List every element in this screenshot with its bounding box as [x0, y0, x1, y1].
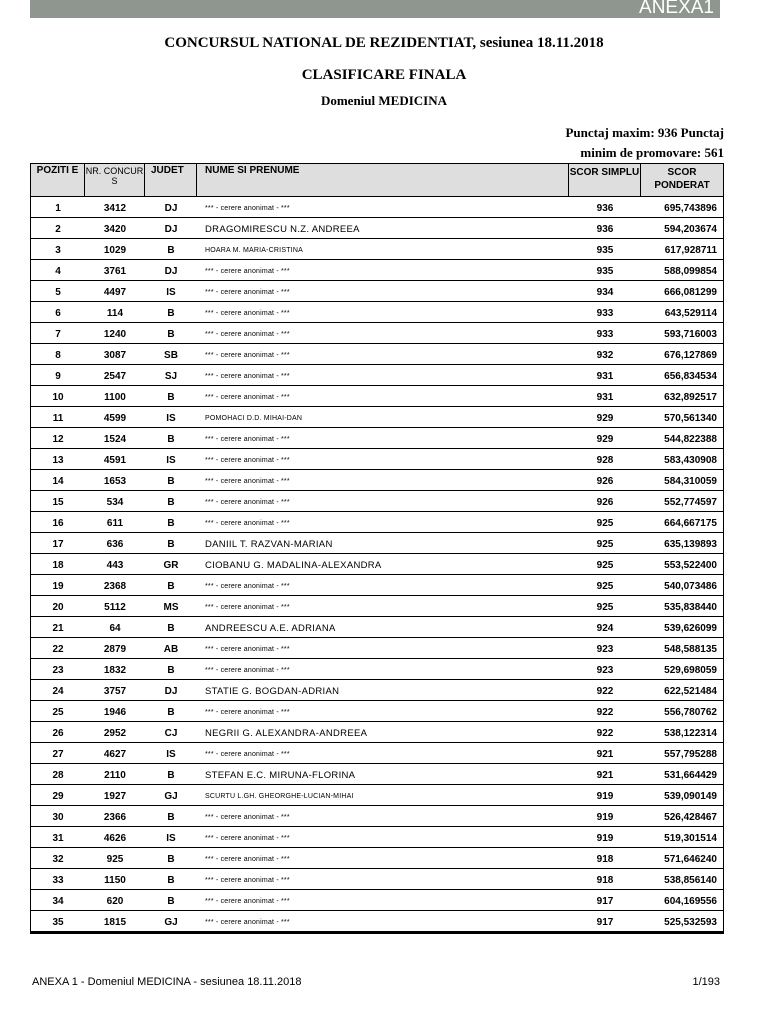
cell-scor-simplu: 926: [596, 497, 614, 508]
cell-nr-concurs: 443: [106, 560, 124, 571]
cell-pozitie: 8: [55, 350, 61, 361]
cell-scor-simplu: 935: [596, 245, 614, 256]
cell-nr-concurs: 636: [106, 539, 124, 550]
table-row: [31, 764, 723, 785]
cell-nume: *** - cerere anonimat - ***: [205, 856, 290, 863]
table-row: [31, 239, 723, 260]
cell-scor-simplu: 933: [596, 308, 614, 319]
cell-nume: *** - cerere anonimat - ***: [205, 646, 290, 653]
cell-nr-concurs: 3087: [103, 350, 127, 361]
header-scor-ponderat: SCOR PONDERAT: [654, 167, 710, 191]
cell-scor-simplu: 935: [596, 266, 614, 277]
cell-scor-simplu: 934: [596, 287, 614, 298]
cell-pozitie: 24: [52, 686, 64, 697]
cell-pozitie: 21: [52, 623, 64, 634]
table-row: [31, 386, 723, 407]
cell-pozitie: 7: [55, 329, 61, 340]
cell-judet: B: [167, 896, 175, 907]
cell-judet: B: [167, 770, 175, 781]
table-row: [31, 659, 723, 680]
header-scor-simplu: SCOR SIMPLU: [569, 164, 641, 196]
cell-nr-concurs: 114: [106, 308, 124, 319]
cell-nume: STEFAN E.C. MIRUNA-FLORINA: [205, 770, 356, 781]
cell-pozitie: 35: [52, 917, 64, 928]
cell-nr-concurs: 1946: [103, 707, 127, 718]
cell-scor-ponderat: 594,203674: [664, 224, 717, 235]
cell-scor-ponderat: 531,664429: [664, 770, 717, 781]
cell-scor-ponderat: 584,310059: [664, 476, 717, 487]
cell-nume: *** - cerere anonimat - ***: [205, 667, 290, 674]
table-row: [31, 302, 723, 323]
cell-judet: B: [167, 497, 175, 508]
table-row: [31, 848, 723, 869]
cell-judet: B: [167, 392, 175, 403]
cell-pozitie: 29: [52, 791, 64, 802]
cell-pozitie: 1: [55, 203, 61, 214]
table-row: [31, 869, 723, 890]
cell-scor-simplu: 919: [596, 833, 614, 844]
cell-pozitie: 14: [52, 476, 64, 487]
cell-pozitie: 11: [52, 413, 64, 424]
cell-scor-ponderat: 695,743896: [664, 203, 717, 214]
cell-nr-concurs: 2366: [103, 812, 127, 823]
table-row: [31, 554, 723, 575]
table-row: [31, 365, 723, 386]
cell-scor-ponderat: 676,127869: [664, 350, 717, 361]
cell-pozitie: 27: [52, 749, 64, 760]
cell-judet: GJ: [164, 917, 178, 928]
cell-scor-ponderat: 622,521484: [664, 686, 717, 697]
cell-nr-concurs: 620: [106, 896, 124, 907]
cell-nume: STATIE G. BOGDAN-ADRIAN: [205, 686, 340, 697]
header-judet: JUDET: [145, 164, 197, 196]
cell-nr-concurs: 4591: [103, 455, 127, 466]
cell-scor-simplu: 921: [596, 749, 614, 760]
cell-pozitie: 2: [55, 224, 61, 235]
cell-scor-simplu: 925: [596, 518, 614, 529]
cell-scor-ponderat: 593,716003: [664, 329, 717, 340]
cell-scor-ponderat: 519,301514: [664, 833, 717, 844]
cell-scor-ponderat: 538,122314: [664, 728, 717, 739]
cell-pozitie: 33: [52, 875, 64, 886]
cell-scor-ponderat: 553,522400: [664, 560, 717, 571]
table-row: [31, 281, 723, 302]
cell-scor-simplu: 923: [596, 665, 614, 676]
cell-judet: AB: [163, 644, 179, 655]
cell-nume: *** - cerere anonimat - ***: [205, 520, 290, 527]
table-row: [31, 743, 723, 764]
cell-pozitie: 18: [52, 560, 64, 571]
table-row: [31, 701, 723, 722]
table-row: [31, 428, 723, 449]
cell-judet: MS: [163, 602, 179, 613]
cell-scor-simplu: 936: [596, 224, 614, 235]
cell-nr-concurs: 925: [106, 854, 124, 865]
cell-scor-simplu: 932: [596, 350, 614, 361]
table-row: [31, 197, 723, 218]
cell-scor-simplu: 919: [596, 812, 614, 823]
cell-scor-simplu: 929: [596, 413, 614, 424]
cell-nr-concurs: 2952: [103, 728, 127, 739]
cell-nume: *** - cerere anonimat - ***: [205, 310, 290, 317]
cell-nume: *** - cerere anonimat - ***: [205, 604, 290, 611]
cell-scor-simplu: 918: [596, 875, 614, 886]
cell-scor-simplu: 922: [596, 686, 614, 697]
cell-scor-ponderat: 535,838440: [664, 602, 717, 613]
table-row: [31, 617, 723, 638]
cell-judet: GR: [163, 560, 179, 571]
cell-judet: SB: [164, 350, 178, 361]
table-row: [31, 785, 723, 806]
cell-judet: SJ: [164, 371, 178, 382]
cell-pozitie: 5: [55, 287, 61, 298]
cell-nr-concurs: 534: [106, 497, 124, 508]
cell-nume: DANIIL T. RAZVAN-MARIAN: [205, 539, 333, 550]
cell-nume: *** - cerere anonimat - ***: [205, 268, 290, 275]
table-row: [31, 806, 723, 827]
punctaj-maxim: Punctaj maxim: 936 Punctaj: [565, 125, 724, 140]
cell-judet: B: [167, 581, 175, 592]
cell-nr-concurs: 1150: [104, 875, 126, 886]
cell-scor-simplu: 933: [596, 329, 614, 340]
cell-nr-concurs: 4497: [103, 287, 127, 298]
table-header: [31, 164, 723, 197]
cell-scor-ponderat: 556,780762: [664, 707, 717, 718]
cell-scor-simplu: 925: [596, 602, 614, 613]
cell-judet: B: [167, 518, 175, 529]
cell-nr-concurs: 1815: [103, 917, 127, 928]
cell-scor-ponderat: 540,073486: [664, 581, 717, 592]
table-row: [31, 323, 723, 344]
cell-nr-concurs: 1029: [103, 245, 127, 256]
cell-nume: DRAGOMIRESCU N.Z. ANDREEA: [205, 224, 360, 235]
cell-pozitie: 28: [52, 770, 64, 781]
cell-nume: *** - cerere anonimat - ***: [205, 835, 290, 842]
cell-nume: *** - cerere anonimat - ***: [205, 814, 290, 821]
cell-nume: *** - cerere anonimat - ***: [205, 436, 290, 443]
cell-pozitie: 9: [55, 371, 61, 382]
cell-nr-concurs: 2879: [103, 644, 127, 655]
cell-nr-concurs: 3761: [103, 266, 127, 277]
cell-pozitie: 15: [52, 497, 64, 508]
cell-judet: DJ: [164, 203, 178, 214]
cell-scor-simplu: 925: [596, 560, 614, 571]
cell-nume: *** - cerere anonimat - ***: [205, 709, 290, 716]
cell-scor-simplu: 926: [596, 476, 614, 487]
cell-nume: SCURTU L.GH. GHEORGHE-LUCIAN-MIHAI: [205, 793, 354, 800]
cell-nr-concurs: 1524: [103, 434, 127, 445]
table-row: [31, 911, 723, 932]
cell-nr-concurs: 1927: [103, 791, 127, 802]
cell-nr-concurs: 2547: [103, 371, 127, 382]
cell-scor-simplu: 917: [596, 917, 614, 928]
cell-judet: IS: [166, 287, 176, 298]
cell-judet: B: [167, 707, 175, 718]
cell-scor-ponderat: 617,928711: [664, 245, 717, 256]
cell-nr-concurs: 4599: [103, 413, 127, 424]
cell-pozitie: 10: [52, 392, 64, 403]
cell-nume: *** - cerere anonimat - ***: [205, 352, 290, 359]
table-row: [31, 449, 723, 470]
cell-scor-ponderat: 604,169556: [664, 896, 717, 907]
cell-judet: IS: [166, 455, 176, 466]
cell-nr-concurs: 4627: [103, 749, 127, 760]
cell-nume: *** - cerere anonimat - ***: [205, 331, 290, 338]
cell-nume: *** - cerere anonimat - ***: [205, 898, 290, 905]
cell-scor-simplu: 924: [596, 623, 614, 634]
cell-judet: DJ: [164, 224, 178, 235]
cell-pozitie: 3: [55, 245, 61, 256]
cell-nume: *** - cerere anonimat - ***: [205, 205, 290, 212]
cell-nr-concurs: 4626: [103, 833, 127, 844]
cell-nr-concurs: 1100: [104, 392, 126, 403]
cell-nr-concurs: 64: [109, 623, 121, 634]
cell-pozitie: 16: [52, 518, 64, 529]
cell-judet: B: [167, 539, 175, 550]
cell-pozitie: 26: [52, 728, 64, 739]
cell-pozitie: 12: [52, 434, 64, 445]
table-row: [31, 218, 723, 239]
table-row: [31, 344, 723, 365]
table-row: [31, 575, 723, 596]
cell-nr-concurs: 1653: [103, 476, 127, 487]
table-row: [31, 407, 723, 428]
cell-judet: B: [167, 329, 175, 340]
header-nume: NUME SI PRENUME: [197, 164, 569, 196]
cell-pozitie: 25: [52, 707, 64, 718]
cell-judet: GJ: [164, 791, 178, 802]
cell-pozitie: 6: [55, 308, 61, 319]
page-number: 1/193: [692, 976, 720, 988]
table-row: [31, 827, 723, 848]
cell-scor-simplu: 929: [596, 434, 614, 445]
cell-judet: IS: [166, 833, 176, 844]
cell-scor-ponderat: 570,561340: [664, 413, 717, 424]
table-body: [31, 197, 723, 932]
cell-scor-ponderat: 539,626099: [664, 623, 717, 634]
cell-judet: DJ: [164, 266, 178, 277]
footer-text: ANEXA 1 - Domeniul MEDICINA - sesiunea 18.11.2018: [32, 976, 302, 988]
cell-nr-concurs: 1240: [103, 329, 127, 340]
cell-scor-ponderat: 664,667175: [664, 518, 717, 529]
cell-scor-simplu: 936: [596, 203, 614, 214]
cell-nume: ANDREESCU A.E. ADRIANA: [205, 623, 336, 634]
cell-scor-simplu: 928: [596, 455, 614, 466]
table-row: [31, 512, 723, 533]
cell-scor-ponderat: 588,099854: [664, 266, 717, 277]
document-title: CONCURSUL NATIONAL DE REZIDENTIAT, sesiunea 18.11.2018: [164, 35, 604, 51]
cell-scor-simplu: 925: [596, 539, 614, 550]
document-subtitle: CLASIFICARE FINALA: [301, 67, 467, 83]
cell-nume: *** - cerere anonimat - ***: [205, 583, 290, 590]
table-row: [31, 596, 723, 617]
cell-pozitie: 30: [52, 812, 64, 823]
cell-nume: *** - cerere anonimat - ***: [205, 457, 290, 464]
cell-judet: IS: [166, 413, 176, 424]
cell-pozitie: 17: [52, 539, 64, 550]
cell-scor-ponderat: 526,428467: [664, 812, 717, 823]
table-row: [31, 722, 723, 743]
cell-scor-ponderat: 632,892517: [664, 392, 717, 403]
cell-nume: *** - cerere anonimat - ***: [205, 373, 290, 380]
table-row: [31, 890, 723, 911]
cell-judet: B: [167, 245, 175, 256]
cell-scor-ponderat: 552,774597: [664, 497, 717, 508]
punctaj-minim: minim de promovare: 561: [580, 145, 724, 160]
table-row: [31, 533, 723, 554]
table-row: [31, 680, 723, 701]
table-row: [31, 491, 723, 512]
cell-nume: CIOBANU G. MADALINA-ALEXANDRA: [205, 560, 382, 571]
cell-nr-concurs: 3412: [103, 203, 127, 214]
cell-scor-ponderat: 538,856140: [664, 875, 717, 886]
cell-nr-concurs: 2110: [104, 770, 126, 781]
cell-judet: B: [167, 812, 175, 823]
cell-scor-ponderat: 548,588135: [664, 644, 717, 655]
cell-scor-ponderat: 544,822388: [664, 434, 717, 445]
cell-judet: B: [167, 308, 175, 319]
cell-scor-simplu: 918: [596, 854, 614, 865]
cell-scor-ponderat: 539,090149: [664, 791, 717, 802]
cell-nr-concurs: 5112: [104, 602, 126, 613]
cell-scor-ponderat: 525,532593: [664, 917, 717, 928]
top-banner: [30, 0, 720, 18]
cell-pozitie: 4: [55, 266, 61, 277]
cell-scor-simplu: 919: [596, 791, 614, 802]
cell-judet: CJ: [164, 728, 178, 739]
cell-judet: B: [167, 476, 175, 487]
cell-pozitie: 20: [52, 602, 64, 613]
anexa-tag: ANEXA1: [639, 0, 714, 18]
table-row: [31, 470, 723, 491]
cell-scor-simplu: 917: [596, 896, 614, 907]
cell-scor-ponderat: 557,795288: [664, 749, 717, 760]
cell-scor-ponderat: 571,646240: [664, 854, 717, 865]
cell-scor-ponderat: 635,139893: [664, 539, 717, 550]
cell-nume: POMOHACI D.D. MIHAI-DAN: [205, 415, 303, 422]
cell-nume: *** - cerere anonimat - ***: [205, 919, 290, 926]
cell-judet: B: [167, 875, 175, 886]
cell-judet: B: [167, 665, 175, 676]
cell-pozitie: 13: [52, 455, 64, 466]
cell-nume: *** - cerere anonimat - ***: [205, 877, 290, 884]
cell-pozitie: 32: [52, 854, 64, 865]
cell-scor-ponderat: 666,081299: [664, 287, 717, 298]
cell-scor-ponderat: 656,834534: [664, 371, 717, 382]
cell-scor-simplu: 931: [596, 392, 614, 403]
cell-scor-ponderat: 529,698059: [664, 665, 717, 676]
cell-nr-concurs: 2368: [103, 581, 127, 592]
cell-nr-concurs: 3757: [103, 686, 127, 697]
cell-nr-concurs: 3420: [103, 224, 127, 235]
cell-scor-ponderat: 643,529114: [664, 308, 717, 319]
cell-judet: B: [167, 434, 175, 445]
cell-judet: B: [167, 623, 175, 634]
cell-pozitie: 31: [52, 833, 64, 844]
cell-nr-concurs: 1832: [103, 665, 127, 676]
cell-judet: IS: [166, 749, 176, 760]
cell-pozitie: 34: [52, 896, 64, 907]
cell-nume: *** - cerere anonimat - ***: [205, 499, 290, 506]
cell-nr-concurs: 611: [106, 518, 124, 529]
table-row: [31, 260, 723, 281]
header-nr-concurs: NR. CONCUR S: [85, 164, 145, 196]
cell-nume: *** - cerere anonimat - ***: [205, 394, 290, 401]
cell-nume: NEGRII G. ALEXANDRA-ANDREEA: [205, 728, 368, 739]
cell-scor-simplu: 921: [596, 770, 614, 781]
cell-scor-simplu: 922: [596, 728, 614, 739]
cell-judet: B: [167, 854, 175, 865]
header-pozitie: POZITI E: [31, 164, 85, 196]
cell-judet: DJ: [164, 686, 178, 697]
cell-scor-simplu: 922: [596, 707, 614, 718]
cell-scor-simplu: 925: [596, 581, 614, 592]
cell-pozitie: 23: [52, 665, 64, 676]
cell-nume: *** - cerere anonimat - ***: [205, 478, 290, 485]
ranking-table: [30, 163, 724, 934]
domain-title: Domeniul MEDICINA: [320, 93, 448, 108]
cell-pozitie: 19: [52, 581, 64, 592]
cell-nume: *** - cerere anonimat - ***: [205, 751, 290, 758]
table-row: [31, 638, 723, 659]
cell-scor-simplu: 931: [596, 371, 614, 382]
cell-pozitie: 22: [52, 644, 64, 655]
cell-nume: HOARA M. MARIA-CRISTINA: [205, 247, 303, 254]
cell-scor-ponderat: 583,430908: [664, 455, 717, 466]
cell-scor-simplu: 923: [596, 644, 614, 655]
cell-nume: *** - cerere anonimat - ***: [205, 289, 290, 296]
